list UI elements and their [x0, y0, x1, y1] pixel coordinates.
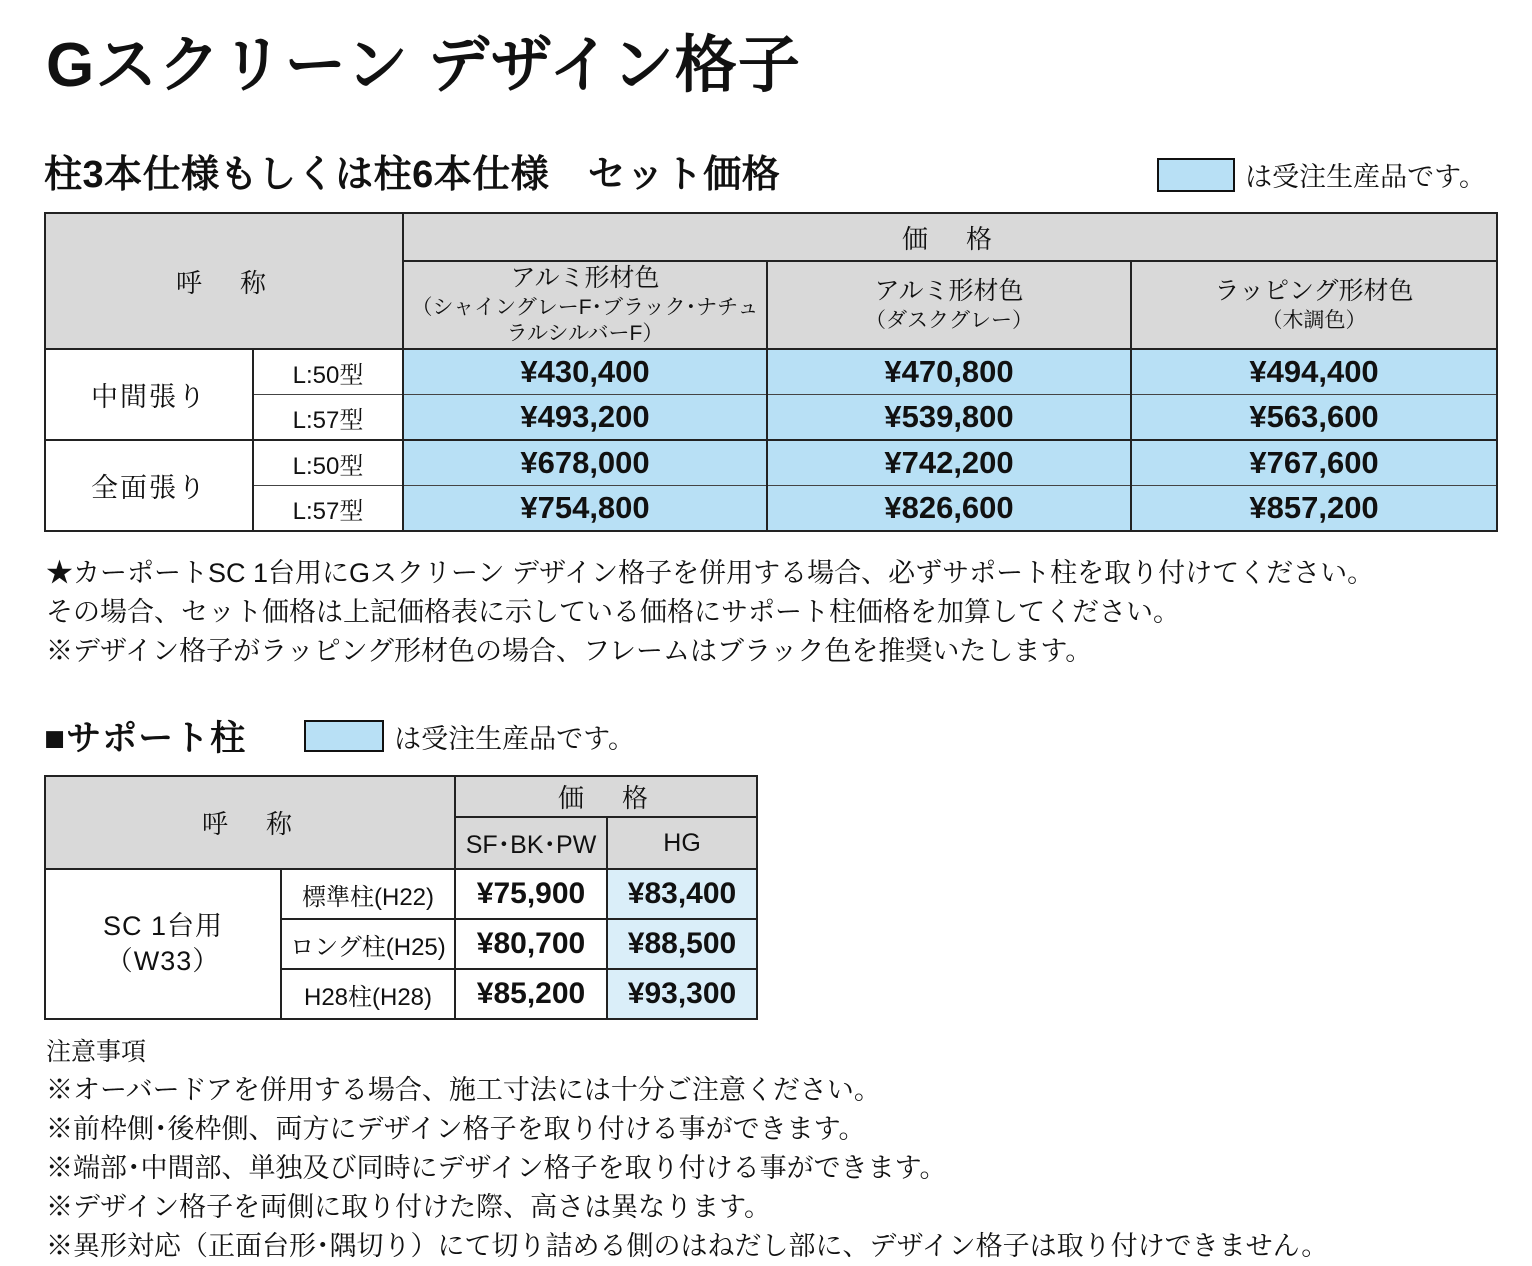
group-label-zenmen: 全面張り [45, 440, 253, 531]
price-cell: ¥93,300 [607, 969, 757, 1019]
price-cell: ¥493,200 [403, 395, 767, 441]
price-col-1-sub: （シャイングレーF･ブラック･ナチュラルシルバーF） [411, 295, 759, 345]
footnote-line: ※前枠側･後枠側、両方にデザイン格子を取り付ける事ができます。 [46, 1113, 866, 1144]
table-row [45, 395, 1497, 441]
price-cell: ¥826,600 [767, 486, 1131, 532]
price-cell: ¥430,400 [403, 349, 767, 395]
price-cell: ¥754,800 [403, 486, 767, 532]
section2-header [44, 711, 1492, 761]
price-cell: ¥857,200 [1131, 486, 1497, 532]
table-row [45, 440, 1497, 486]
note-line: ※デザイン格子がラッピング形材色の場合、フレームはブラック色を推奨いたします。 [46, 636, 1093, 667]
table-row [45, 486, 1497, 532]
price-col-2-sub: （ダスクグレー） [865, 308, 1034, 332]
type-label: H28柱(H28) [281, 969, 455, 1019]
section2-heading: ■サポート柱 [44, 719, 247, 759]
price-cell: ¥742,200 [767, 440, 1131, 486]
section1-header [44, 143, 1492, 198]
type-label: L:50型 [253, 349, 403, 395]
made-to-order-text: は受注生産品です。 [1245, 162, 1486, 193]
group-label-line1: SC 1台用 [102, 911, 224, 942]
price-col-1-main: アルミ形材色 [510, 264, 660, 293]
price-header-2: 価 格 [455, 776, 757, 817]
price-col-header-2 [767, 261, 1131, 349]
price-col-header-hg: HG [607, 817, 757, 869]
price-cell: ¥539,800 [767, 395, 1131, 441]
footnote-line: ※オーバードアを併用する場合、施工寸法には十分ご注意ください。 [46, 1074, 881, 1105]
price-cell: ¥83,400 [607, 869, 757, 919]
note-line: その場合、セット価格は上記価格表に示している価格にサポート柱価格を加算してください。 [46, 597, 1180, 628]
section2-footnotes [46, 1034, 1492, 1266]
price-cell: ¥470,800 [767, 349, 1131, 395]
color-swatch-icon [1157, 158, 1235, 192]
price-cell: ¥494,400 [1131, 349, 1497, 395]
price-col-2-main: アルミ形材色 [874, 277, 1024, 306]
footnote-line: ※端部･中間部、単独及び同時にデザイン格子を取り付ける事ができます。 [46, 1153, 947, 1183]
made-to-order-legend-2 [304, 717, 635, 756]
price-cell: ¥563,600 [1131, 395, 1497, 441]
footnote-line: ※デザイン格子を両側に取り付けた際、高さは異なります。 [46, 1192, 771, 1223]
made-to-order-legend [1157, 155, 1486, 198]
footnotes-title: 注意事項 [46, 1038, 147, 1067]
price-cell: ¥88,500 [607, 919, 757, 969]
type-label: L:57型 [253, 486, 403, 532]
set-price-table [44, 212, 1498, 532]
color-swatch-icon [304, 720, 384, 752]
price-cell: ¥767,600 [1131, 440, 1497, 486]
type-label: L:57型 [253, 395, 403, 441]
footnote-line: ※異形対応（正面台形･隅切り）にて切り詰める側のはねだし部に、デザイン格子は取り付けできません。 [46, 1231, 1329, 1262]
type-label: 標準柱(H22) [281, 869, 455, 919]
page-title: Gスクリーン デザイン格子 [46, 31, 801, 100]
made-to-order-text: は受注生産品です。 [394, 723, 635, 754]
price-cell: ¥678,000 [403, 440, 767, 486]
note-line: ★カーポートSC 1台用にGスクリーン デザイン格子を併用する場合、必ずサポート柱を取り付けてください。 [46, 558, 1375, 589]
table-row [45, 349, 1497, 395]
price-cell: ¥75,900 [455, 869, 607, 919]
group-label-sc1 [45, 869, 281, 1019]
price-cell: ¥85,200 [455, 969, 607, 1019]
price-header: 価 格 [403, 213, 1497, 261]
price-col-3-main: ラッピング形材色 [1214, 277, 1414, 306]
price-col-header-3 [1131, 261, 1497, 349]
catalog-page [0, 30, 1532, 1262]
type-label: ロング柱(H25) [281, 919, 455, 969]
section1-heading: 柱3本仕様もしくは柱6本仕様 セット価格 [44, 154, 781, 197]
type-label: L:50型 [253, 440, 403, 486]
price-cell: ¥80,700 [455, 919, 607, 969]
price-col-header-1 [403, 261, 767, 349]
price-col-3-sub: （木調色） [1261, 308, 1367, 332]
price-col-header-sf-bk-pw: SF･BK･PW [455, 817, 607, 869]
group-label-chukan: 中間張り [45, 349, 253, 440]
col-name-header: 呼 称 [45, 213, 403, 349]
section1-notes [46, 554, 1492, 671]
table-row [45, 869, 757, 919]
support-post-price-table [44, 775, 758, 1020]
group-label-line2: （W33） [105, 946, 221, 977]
col-name-header-2: 呼 称 [45, 776, 455, 869]
